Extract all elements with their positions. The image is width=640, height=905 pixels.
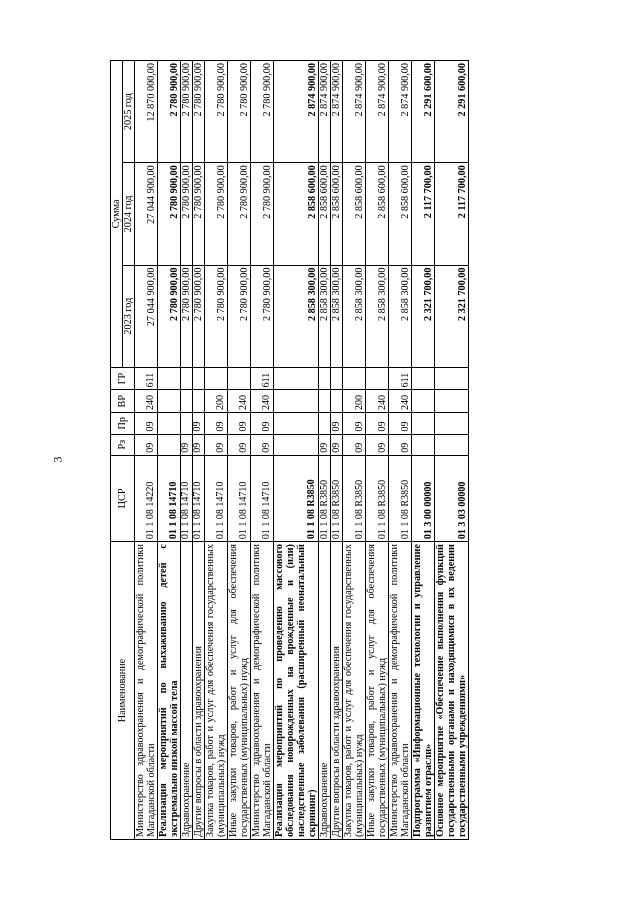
cell-gr <box>366 367 389 390</box>
cell-csr: 01 3 03 00000 <box>435 455 469 541</box>
table-row <box>251 61 274 840</box>
table-row <box>205 61 228 840</box>
cell-y2023: 2 780 900,00 <box>205 265 228 367</box>
cell-gr <box>274 367 319 390</box>
cell-csr: 01 1 08 14710 <box>193 455 205 541</box>
cell-vr <box>331 390 343 413</box>
cell-csr: 01 1 08 14710 <box>158 455 181 541</box>
cell-name: Здравоохранение <box>319 542 331 840</box>
cell-y2023: 2 858 300,00 <box>319 265 331 367</box>
cell-pr: 09 <box>331 413 343 435</box>
cell-vr: 240 <box>228 390 251 413</box>
cell-pr: 09 <box>135 413 158 435</box>
cell-y2025: 12 870 000,00 <box>135 61 158 163</box>
cell-rz: 09 <box>343 434 366 455</box>
cell-y2025: 2 874 900,00 <box>331 61 343 163</box>
cell-y2023: 27 044 900,00 <box>135 265 158 367</box>
table-body <box>135 61 469 840</box>
cell-pr <box>158 413 181 435</box>
cell-y2025: 2 780 900,00 <box>181 61 193 163</box>
cell-pr: 09 <box>366 413 389 435</box>
cell-csr: 01 1 08 14710 <box>228 455 251 541</box>
cell-vr <box>181 390 193 413</box>
cell-csr: 01 1 08 R3850 <box>319 455 331 541</box>
cell-y2024: 2 780 900,00 <box>205 163 228 265</box>
table-row <box>181 61 193 840</box>
cell-csr: 01 3 00 00000 <box>412 455 435 541</box>
cell-csr: 01 1 08 R3850 <box>274 455 319 541</box>
cell-pr: 09 <box>251 413 274 435</box>
cell-pr: 09 <box>343 413 366 435</box>
cell-y2024: 27 044 900,00 <box>135 163 158 265</box>
header-2023: 2023 год <box>123 265 135 367</box>
cell-y2025: 2 780 900,00 <box>228 61 251 163</box>
cell-csr: 01 1 08 R3850 <box>331 455 343 541</box>
table-row <box>389 61 412 840</box>
cell-y2024: 2 780 900,00 <box>158 163 181 265</box>
cell-name: Реализация мероприятий по выхаживанию детей с экстремально низкой массой тела <box>158 542 181 840</box>
cell-y2023: 2 780 900,00 <box>193 265 205 367</box>
header-row-1 <box>111 61 123 840</box>
cell-vr: 240 <box>366 390 389 413</box>
cell-name: Закупка товаров, работ и услуг для обеспечения государственных (муниципальных) нужд <box>205 542 228 840</box>
cell-y2025: 2 874 900,00 <box>389 61 412 163</box>
cell-pr: 09 <box>389 413 412 435</box>
table-row <box>193 61 205 840</box>
cell-vr <box>435 390 469 413</box>
cell-gr <box>193 367 205 390</box>
cell-vr <box>319 390 331 413</box>
header-pr: Пр <box>111 413 135 435</box>
cell-y2024: 2 858 600,00 <box>389 163 412 265</box>
cell-y2025: 2 874 900,00 <box>366 61 389 163</box>
cell-csr: 01 1 08 14710 <box>205 455 228 541</box>
table-row <box>274 61 319 840</box>
cell-name: Основное мероприятие «Обеспечение выполнения функций государственными органами и находящимися в их ведении государственными учреждениями» <box>435 542 469 840</box>
cell-rz: 09 <box>228 434 251 455</box>
cell-rz: 09 <box>366 434 389 455</box>
cell-y2024: 2 858 600,00 <box>274 163 319 265</box>
cell-y2025: 2 291 600,00 <box>412 61 435 163</box>
cell-name: Закупка товаров, работ и услуг для обеспечения государственных (муниципальных) нужд <box>343 542 366 840</box>
header-2025: 2025 год <box>123 61 135 163</box>
cell-vr <box>193 390 205 413</box>
header-vr: ВР <box>111 390 135 413</box>
cell-vr: 200 <box>343 390 366 413</box>
cell-y2025: 2 780 900,00 <box>193 61 205 163</box>
cell-y2023: 2 858 300,00 <box>389 265 412 367</box>
budget-table-container <box>110 60 560 840</box>
header-gr: ГР <box>111 367 135 390</box>
cell-y2024: 2 117 700,00 <box>435 163 469 265</box>
cell-y2023: 2 780 900,00 <box>181 265 193 367</box>
cell-vr <box>158 390 181 413</box>
cell-y2025: 2 780 900,00 <box>205 61 228 163</box>
header-sum: Сумма <box>111 61 123 368</box>
cell-gr <box>319 367 331 390</box>
cell-gr <box>343 367 366 390</box>
cell-vr <box>274 390 319 413</box>
cell-y2024: 2 780 900,00 <box>193 163 205 265</box>
header-name: Наименование <box>111 542 135 840</box>
cell-vr: 240 <box>389 390 412 413</box>
page-number: 3 <box>50 456 65 463</box>
cell-name: Иные закупки товаров, работ и услуг для обеспечения государственных (муниципальных) нужд <box>366 542 389 840</box>
cell-y2023: 2 780 900,00 <box>158 265 181 367</box>
cell-pr: 09 <box>205 413 228 435</box>
cell-gr <box>181 367 193 390</box>
cell-rz <box>158 434 181 455</box>
cell-csr: 01 1 08 R3850 <box>343 455 366 541</box>
table-row <box>135 61 158 840</box>
table-row <box>228 61 251 840</box>
table-header <box>111 61 135 840</box>
cell-vr: 240 <box>251 390 274 413</box>
cell-gr: 611 <box>135 367 158 390</box>
cell-csr: 01 1 08 14710 <box>251 455 274 541</box>
cell-csr: 01 1 08 14710 <box>181 455 193 541</box>
cell-pr: 09 <box>193 413 205 435</box>
cell-rz <box>412 434 435 455</box>
header-2024: 2024 год <box>123 163 135 265</box>
cell-name: Министерство здравоохранения и демографической политики Магаданской области <box>389 542 412 840</box>
cell-pr <box>412 413 435 435</box>
cell-y2024: 2 858 600,00 <box>366 163 389 265</box>
table-row <box>158 61 181 840</box>
cell-rz: 09 <box>181 434 193 455</box>
cell-rz <box>274 434 319 455</box>
cell-y2025: 2 291 600,00 <box>435 61 469 163</box>
cell-csr: 01 1 08 R3850 <box>366 455 389 541</box>
cell-rz: 09 <box>319 434 331 455</box>
cell-name: Министерство здравоохранения и демографической политики Магаданской области <box>135 542 158 840</box>
cell-gr: 611 <box>389 367 412 390</box>
cell-name: Иные закупки товаров, работ и услуг для обеспечения государственных (муниципальных) нужд <box>228 542 251 840</box>
cell-pr <box>181 413 193 435</box>
cell-rz: 09 <box>251 434 274 455</box>
cell-gr <box>158 367 181 390</box>
table-row <box>412 61 435 840</box>
cell-rz: 09 <box>135 434 158 455</box>
cell-vr: 200 <box>205 390 228 413</box>
cell-name: Реализация мероприятий по проведению массового обследования новорожденных на врожденные и (или) наследственные заболевания (расширенный неонатальный скрининг) <box>274 542 319 840</box>
cell-name: Другие вопросы в области здравоохранения <box>193 542 205 840</box>
cell-vr <box>412 390 435 413</box>
cell-y2024: 2 117 700,00 <box>412 163 435 265</box>
cell-pr <box>435 413 469 435</box>
cell-y2025: 2 874 900,00 <box>274 61 319 163</box>
cell-gr <box>205 367 228 390</box>
cell-gr <box>228 367 251 390</box>
cell-pr <box>274 413 319 435</box>
table-row <box>319 61 331 840</box>
cell-y2024: 2 780 900,00 <box>251 163 274 265</box>
cell-name: Министерство здравоохранения и демографической политики Магаданской области <box>251 542 274 840</box>
cell-rz: 09 <box>331 434 343 455</box>
cell-y2023: 2 780 900,00 <box>228 265 251 367</box>
cell-vr: 240 <box>135 390 158 413</box>
table-row <box>331 61 343 840</box>
cell-rz: 09 <box>389 434 412 455</box>
cell-name: Другие вопросы в области здравоохранения <box>331 542 343 840</box>
cell-y2023: 2 858 300,00 <box>366 265 389 367</box>
cell-pr: 09 <box>228 413 251 435</box>
header-rz: Рз <box>111 434 135 455</box>
cell-gr: 611 <box>251 367 274 390</box>
cell-rz: 09 <box>205 434 228 455</box>
cell-y2024: 2 780 900,00 <box>181 163 193 265</box>
cell-y2023: 2 858 300,00 <box>343 265 366 367</box>
cell-gr <box>331 367 343 390</box>
cell-y2023: 2 321 700,00 <box>412 265 435 367</box>
cell-y2023: 2 858 300,00 <box>274 265 319 367</box>
cell-y2024: 2 858 600,00 <box>331 163 343 265</box>
cell-gr <box>435 367 469 390</box>
cell-y2025: 2 780 900,00 <box>158 61 181 163</box>
cell-y2024: 2 780 900,00 <box>228 163 251 265</box>
budget-table <box>110 60 469 840</box>
cell-y2024: 2 858 600,00 <box>343 163 366 265</box>
cell-y2023: 2 780 900,00 <box>251 265 274 367</box>
cell-y2024: 2 858 600,00 <box>319 163 331 265</box>
cell-name: Здравоохранение <box>181 542 193 840</box>
table-row <box>435 61 469 840</box>
cell-rz: 09 <box>193 434 205 455</box>
cell-gr <box>412 367 435 390</box>
cell-y2023: 2 858 300,00 <box>331 265 343 367</box>
cell-y2025: 2 874 900,00 <box>319 61 331 163</box>
cell-name: Подпрограмма «Информационные технологии и управление развитием отрасли» <box>412 542 435 840</box>
cell-csr: 01 1 08 R3850 <box>389 455 412 541</box>
cell-y2025: 2 780 900,00 <box>251 61 274 163</box>
table-row <box>343 61 366 840</box>
table-row <box>366 61 389 840</box>
cell-csr: 01 1 08 14220 <box>135 455 158 541</box>
cell-pr <box>319 413 331 435</box>
cell-rz <box>435 434 469 455</box>
header-csr: ЦСР <box>111 455 135 541</box>
cell-y2025: 2 874 900,00 <box>343 61 366 163</box>
cell-y2023: 2 321 700,00 <box>435 265 469 367</box>
